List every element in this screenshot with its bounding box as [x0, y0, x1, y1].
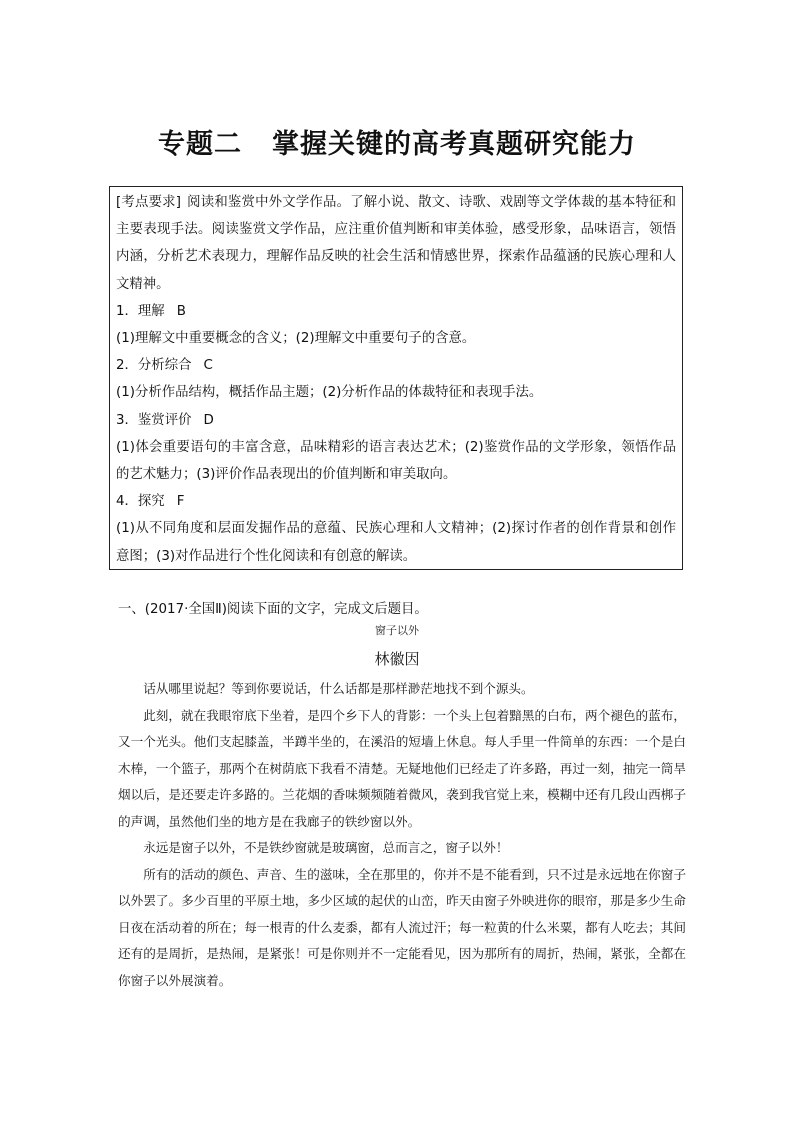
requirement-detail: (1)分析作品结构，概括作品主题；(2)分析作品的体裁特征和表现手法。 — [116, 385, 543, 401]
requirement-title-text: 1．理解 — [116, 303, 165, 319]
requirements-intro-text: 阅读和鉴赏中外文学作品。了解小说、散文、诗歌、戏剧等文学体裁的基本特征和主要表现手法。阅读鉴赏文学作品，应注重价值判断和审美体验，感受形象，品味语言，领悟内涵，分析艺术表现力，理解作品反映的社会生活和情感世界，探索作品蕴涵的民族心理和人文精神。 — [116, 195, 676, 292]
page-title — [0, 122, 794, 161]
essay-title: 窗子以外 — [375, 624, 419, 637]
requirements-intro — [116, 189, 676, 298]
requirement-title-text: 4．探究 — [116, 494, 165, 510]
requirement-detail: (1)理解文中重要概念的含义；(2)理解文中重要句子的含意。 — [116, 331, 476, 347]
requirement-title — [116, 488, 676, 515]
essay-author: 林徽因 — [374, 650, 420, 668]
requirement-detail: (1)体会重要语句的丰富含意，品味精彩的语言表达艺术；(2)鉴赏作品的文学形象，领悟作品的艺术魅力；(3)评价作品表现出的价值判断和审美取向。 — [116, 439, 676, 483]
requirement-title — [116, 298, 676, 325]
question-prompt: 一、(2017·全国Ⅱ)阅读下面的文字，完成文后题目。 — [118, 602, 428, 617]
requirement-level: B — [176, 303, 186, 319]
requirement-level: D — [203, 412, 214, 428]
requirements-box — [109, 186, 683, 570]
requirement-title-text: 2．分析综合 — [116, 358, 192, 374]
requirement-detail: (1)从不同角度和层面发掘作品的意蕴、民族心理和人文精神；(2)探讨作者的创作背景和创作意图；(3)对作品进行个性化阅读和有创意的解读。 — [116, 521, 676, 564]
requirement-title — [116, 407, 676, 434]
requirement-level: F — [176, 494, 185, 510]
page-title-heading: 掌握关键的高考真题研究能力 — [272, 129, 636, 160]
essay-paragraph: 所有的活动的颜色、声音、生的滋味，全在那里的，你并不是不能看到，只不过是永远地在你窗子以外罢了。多少百里的平原土地，多少区域的起伏的山峦，昨天由窗子外映进你的眼帘，那是多少生命日夜在活动着的所在；每一根青的什么麦黍，都有人流过汗；每一粒黄的什么米粟，都有人吃去；其间还有的是周折，是热闹，是紧张！可是你则并不一定能看见，因为那所有的周折，热闹，紧张，全都在你窗子以外展演着。 — [118, 866, 686, 988]
essay-paragraph: 永远是窗子以外，不是铁纱窗就是玻璃窗，总而言之，窗子以外！ — [143, 840, 509, 855]
requirement-title — [116, 352, 676, 379]
requirement-level: C — [203, 358, 213, 374]
essay-body — [118, 676, 686, 994]
page-title-topic: 专题二 — [158, 129, 242, 160]
requirements-tag: [考点要求] — [116, 195, 181, 210]
requirement-title-text: 3．鉴赏评价 — [116, 412, 192, 428]
essay-paragraph: 话从哪里说起？等到你要说话，什么话都是那样渺茫地找不到个源头。 — [143, 681, 534, 696]
essay-paragraph: 此刻，就在我眼帘底下坐着，是四个乡下人的背影：一个头上包着黯黑的白布，两个褪色的蓝布，又一个光头。他们支起膝盖，半蹲半坐的，在溪沿的短墙上休息。每人手里一件简单的东西：一个是白木棒，一个篮子，那两个在树荫底下我看不清楚。无疑地他们已经走了许多路，再过一刻，抽完一筒旱烟以后，是还要走许多路的。兰花烟的香味频频随着微风，袭到我官觉上来，模糊中还有几段山西梆子的声调，虽然他们坐的地方是在我廊子的铁纱窗以外。 — [118, 707, 686, 829]
